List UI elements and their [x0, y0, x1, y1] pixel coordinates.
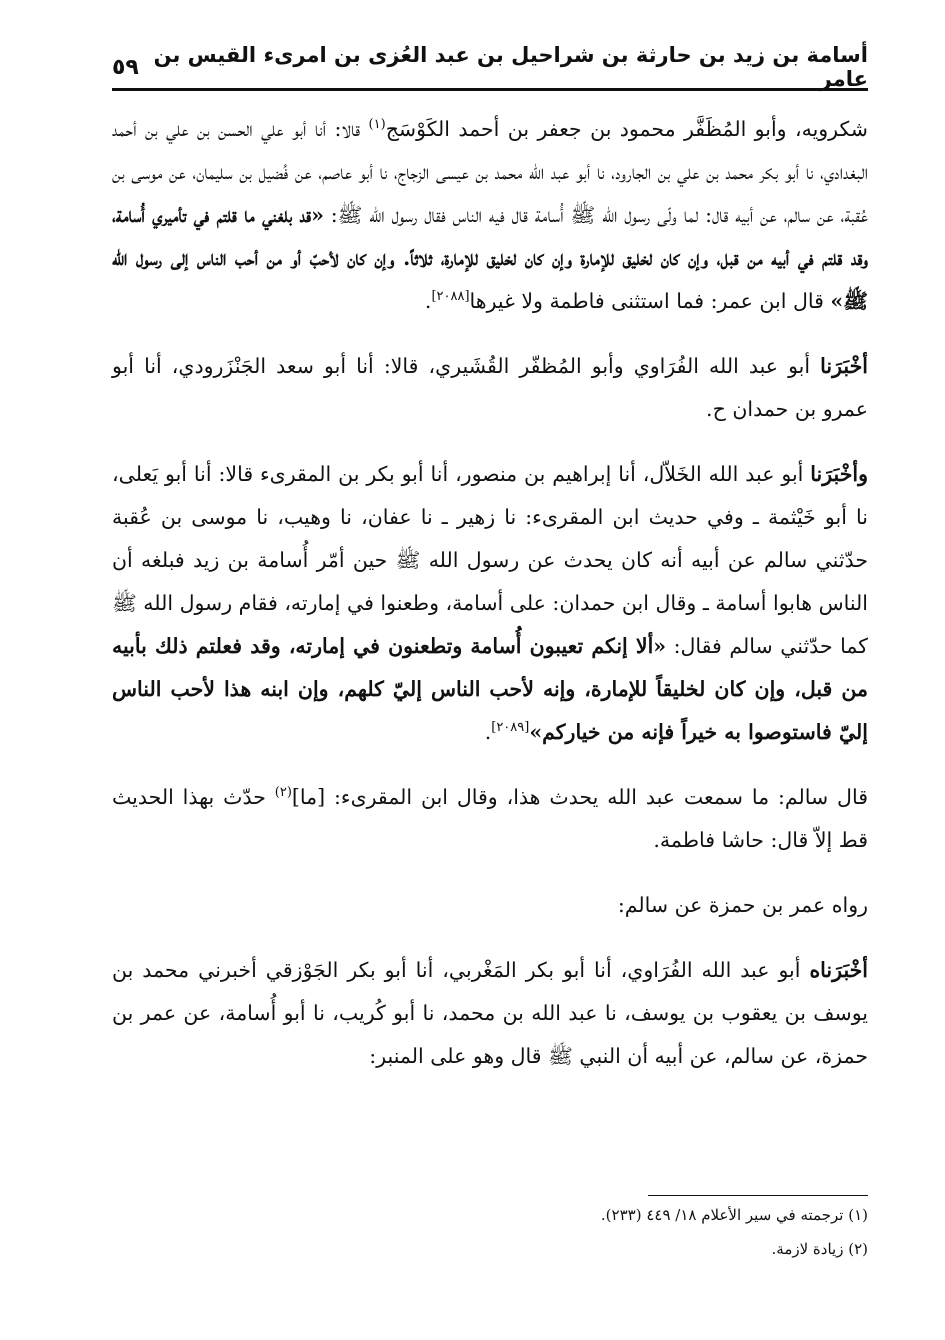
paragraph	[112, 108, 868, 323]
text-run: حدّث بهذا الحديث قط إلاّ قال: حاشا فاطمة.	[112, 785, 868, 852]
footnote-rule	[648, 1195, 868, 1196]
text-run: أبو عبد الله الخَلاّل، أنا إبراهيم بن منصور، أنا أبو بكر بن المقرىء قالا: أنا أبو يَعلى، نا أبو خَيْثمة ـ وفي حديث ابن المقرىء: نا زهير ـ نا عفان، نا وهيب، نا موسى بن عُقبة حدّثني سالم عن أبيه أنه كان يحدث عن رسول الله ﷺ حين أمّر أُسامة بن زيد فبلغه أن الناس هابوا أسامة ـ وقال ابن حمدان: على أسامة، وطعنوا في إمارته، فقام رسول الله ﷺ كما حدّثني سالم فقال:	[112, 462, 868, 658]
footnote-2: (٢) زيادة لازمة.	[771, 1240, 868, 1258]
paragraph	[112, 453, 868, 754]
paragraph	[112, 949, 868, 1078]
text-run: .	[484, 720, 492, 744]
paragraph	[112, 776, 868, 862]
bold-text: أخْبَرَناه	[809, 958, 868, 982]
text-run: رواه عمر بن حمزة عن سالم:	[617, 893, 868, 917]
reference-marker: (١)	[368, 117, 386, 133]
running-header-title: أسامة بن زيد بن حارثة بن شراحيل بن عبد العُزى بن امرىء القيس بن عامر	[153, 43, 868, 91]
text-run: أبو عبد الله الفُرَاوي وأبو المُظفّر القُشَيري، قالا: أنا أبو سعد الجَنْزَرودي، أنا أبو عمرو بن حمدان ح.	[112, 354, 868, 421]
reference-marker: [٢٠٨٩]	[491, 720, 530, 736]
bold-text: أخْبَرَنا	[820, 354, 868, 378]
text-run: قالا: أنا أبو علي الحسن بن علي بن أحمد البغدادي، نا أبو بكر محمد بن علي بن الجارود، نا أبو عبد الله محمد بن عيسى الزجاج، نا أبو عاصم، عن فُضيل بن سليمان، عن موسى بن عُقبة، عن سالم، عن أبيه قال: لما ولّى رسول الله ﷺ أُسامة قال فيه الناس فقال رسول الله ﷺ:	[112, 117, 868, 227]
running-header	[112, 43, 868, 91]
text-run: أبو عبد الله الفُرَاوي، أنا أبو بكر المَغْربي، أنا أبو بكر الجَوْزقي أخبرني محمد بن يوسف بن يعقوب بن يوسف، نا عبد الله بن محمد، نا أبو كُريب، نا أبو أُسامة، عن عمر بن حمزة، عن سالم، عن أبيه أن النبي ﷺ قال وهو على المنبر:	[112, 958, 868, 1068]
reference-marker: [٢٠٨٨]	[431, 289, 470, 305]
text-run: قال ابن عمر: فما استثنى فاطمة ولا غيرها	[469, 289, 831, 313]
reference-marker: (٢)	[274, 785, 292, 801]
paragraph	[112, 884, 868, 927]
text-run: .	[424, 289, 432, 313]
footnotes	[112, 1198, 868, 1266]
bold-text: «ألا إنكم تعيبون أُسامة وتطعنون في إمارته، وقد فعلتم ذلك بأبيه من قبل، وإن كان لخليقاً للإمارة، وإنه لأحب الناس إليّ كلهم، وإن ابنه هذا لأحب الناس إليّ فاستوصوا به خيراً فإنه من خياركم»	[112, 634, 868, 744]
header-rule	[112, 88, 868, 91]
text-run: قال سالم: ما سمعت عبد الله يحدث هذا، وقال ابن المقرىء: [ما]	[291, 785, 868, 809]
page-body	[112, 108, 868, 1100]
bold-text: «قد بلغني ما قلتم في تأميري أُسامة، وقد قلتم في أبيه من قبل، وإن كان لخليق للإمارة وإن كان لخليق للإمارة، ثلاثاً. وإن كان لأحبّ أو من أحب الناس إلى رسول الله ﷺ»	[112, 203, 868, 313]
bold-text: وأخْبَرَنا	[810, 462, 868, 486]
paragraph	[112, 345, 868, 431]
footnote-1: (١) ترجمته في سير الأعلام ١٨/ ٤٤٩ (٢٣٣).	[600, 1206, 868, 1224]
text-run: شكرويه، وأبو المُظَفَّر محمود بن جعفر بن أحمد الكَوْسَج	[385, 117, 868, 141]
page-number: ٥٩	[112, 54, 139, 80]
